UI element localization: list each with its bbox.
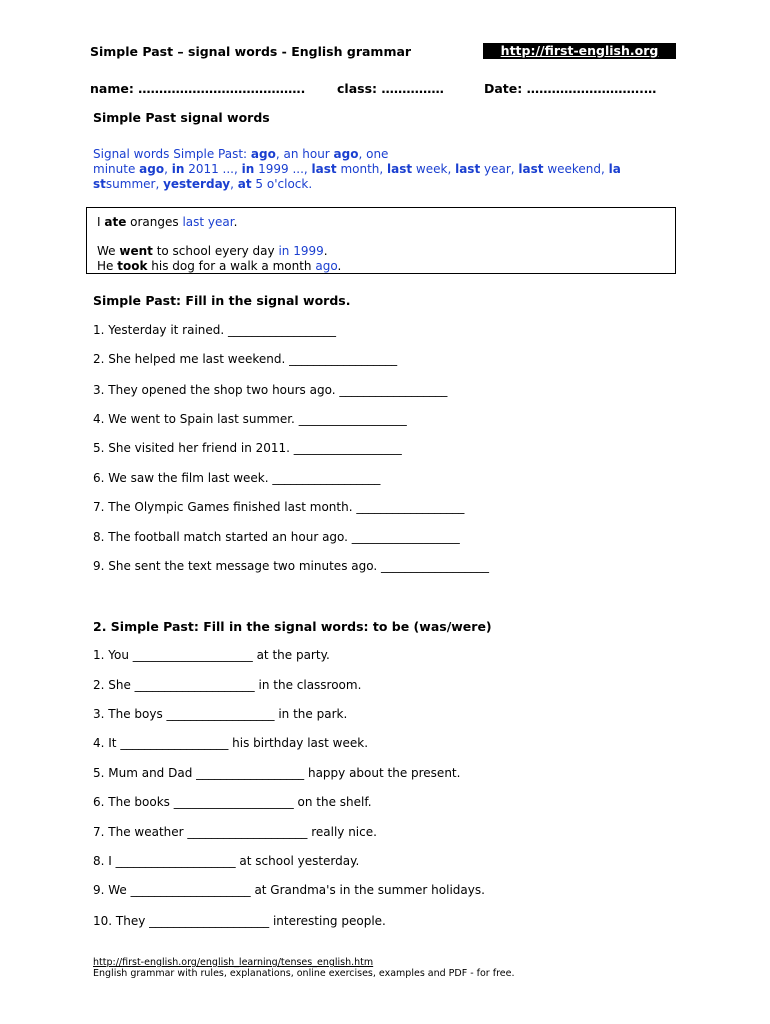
intro-text: Signal words Simple Past: <box>93 147 251 161</box>
footer-text: English grammar with rules, explanations, online exercises, examples and PDF - for free. <box>93 968 515 979</box>
intro-text: summer, <box>105 177 164 191</box>
example-text: He <box>97 259 118 273</box>
exercise-2-item: 8. I ____________________ at school yesterday. <box>93 854 360 868</box>
example-text: oranges <box>126 215 183 229</box>
exercise-2-item: 3. The boys __________________ in the park. <box>93 707 348 721</box>
example-text: to school eyery day <box>152 244 279 258</box>
page-title: Simple Past – signal words - English grammar <box>90 44 412 59</box>
example-text: . <box>323 244 328 258</box>
example-signal: ago <box>315 259 338 273</box>
intro-text: week, <box>412 162 456 176</box>
exercise-2-title: 2. Simple Past: Fill in the signal words: to be (was/were) <box>93 619 492 634</box>
signal-word: last <box>311 162 337 176</box>
intro-text: , <box>164 162 172 176</box>
exercise-2-item: 10. They ____________________ interesting people. <box>93 914 386 928</box>
signal-word: la <box>608 162 621 176</box>
example-3 <box>97 259 341 273</box>
example-2 <box>97 244 328 258</box>
signal-word: in <box>171 162 185 176</box>
signal-word: ago <box>333 147 359 161</box>
example-text: . <box>233 215 238 229</box>
intro-text: weekend, <box>543 162 609 176</box>
signal-word: in <box>241 162 255 176</box>
signal-word: ago <box>139 162 165 176</box>
exercise-2-item: 1. You ____________________ at the party. <box>93 648 330 662</box>
intro-text: minute <box>93 162 140 176</box>
signal-word: last <box>387 162 413 176</box>
exercise-1-title: Simple Past: Fill in the signal words. <box>93 293 351 308</box>
exercise-2-item: 9. We ____________________ at Grandma's in the summer holidays. <box>93 883 485 897</box>
signal-word: ago <box>250 147 276 161</box>
intro-line-2 <box>93 162 621 176</box>
intro-text: month, <box>336 162 388 176</box>
example-text: We <box>97 244 120 258</box>
example-text: . <box>337 259 342 273</box>
exercise-2-item: 7. The weather ____________________ really nice. <box>93 825 377 839</box>
example-text: his dog for a walk a month <box>147 259 316 273</box>
signal-word: st <box>93 177 106 191</box>
exercise-1-item: 2. She helped me last weekend. __________________ <box>93 352 398 366</box>
date-field-label: Date: ……………………….… <box>484 81 657 96</box>
example-signal: in 1999 <box>278 244 324 258</box>
intro-text: 1999 ..., <box>254 162 312 176</box>
exercise-2-item: 2. She ____________________ in the classroom. <box>93 678 362 692</box>
exercise-1-item: 6. We saw the film last week. __________________ <box>93 471 381 485</box>
signal-word: last <box>518 162 544 176</box>
example-text: I <box>97 215 105 229</box>
name-field-label: name: …………………………………. <box>90 81 306 96</box>
exercise-1-item: 7. The Olympic Games finished last month. __________________ <box>93 500 465 514</box>
signal-word: last <box>455 162 481 176</box>
exercise-2-item: 4. It __________________ his birthday last week. <box>93 736 369 750</box>
site-url-text: http://first-english.org <box>500 43 659 58</box>
exercise-1-item: 3. They opened the shop two hours ago. __________________ <box>93 383 448 397</box>
intro-text: , an hour <box>275 147 334 161</box>
exercise-2-item: 6. The books ____________________ on the shelf. <box>93 795 372 809</box>
exercise-1-item: 8. The football match started an hour ago. __________________ <box>93 530 460 544</box>
intro-text: 2011 ..., <box>184 162 242 176</box>
exercise-2-item: 5. Mum and Dad __________________ happy about the present. <box>93 766 461 780</box>
exercise-1-item: 1. Yesterday it rained. __________________ <box>93 323 337 337</box>
section-title: Simple Past signal words <box>93 110 270 125</box>
class-field-label: class: …………… <box>337 81 444 96</box>
site-url-link[interactable] <box>483 43 676 59</box>
example-verb: ate <box>104 215 127 229</box>
intro-text: year, <box>480 162 519 176</box>
intro-text: 5 o'clock. <box>251 177 313 191</box>
exercise-1-item: 4. We went to Spain last summer. __________________ <box>93 412 407 426</box>
intro-line-1 <box>93 147 388 161</box>
example-signal: last year <box>182 215 234 229</box>
intro-line-3 <box>93 177 312 191</box>
exercise-1-item: 5. She visited her friend in 2011. __________________ <box>93 441 402 455</box>
example-1 <box>97 215 237 229</box>
footer-link[interactable]: http://first-english.org/english_learning/tenses_english.htm <box>93 957 374 968</box>
intro-text: , one <box>358 147 389 161</box>
signal-word: yesterday <box>163 177 231 191</box>
exercise-1-item: 9. She sent the text message two minutes ago. __________________ <box>93 559 489 573</box>
example-verb: took <box>117 259 148 273</box>
intro-text: , <box>230 177 238 191</box>
signal-word: at <box>237 177 252 191</box>
example-verb: went <box>119 244 153 258</box>
